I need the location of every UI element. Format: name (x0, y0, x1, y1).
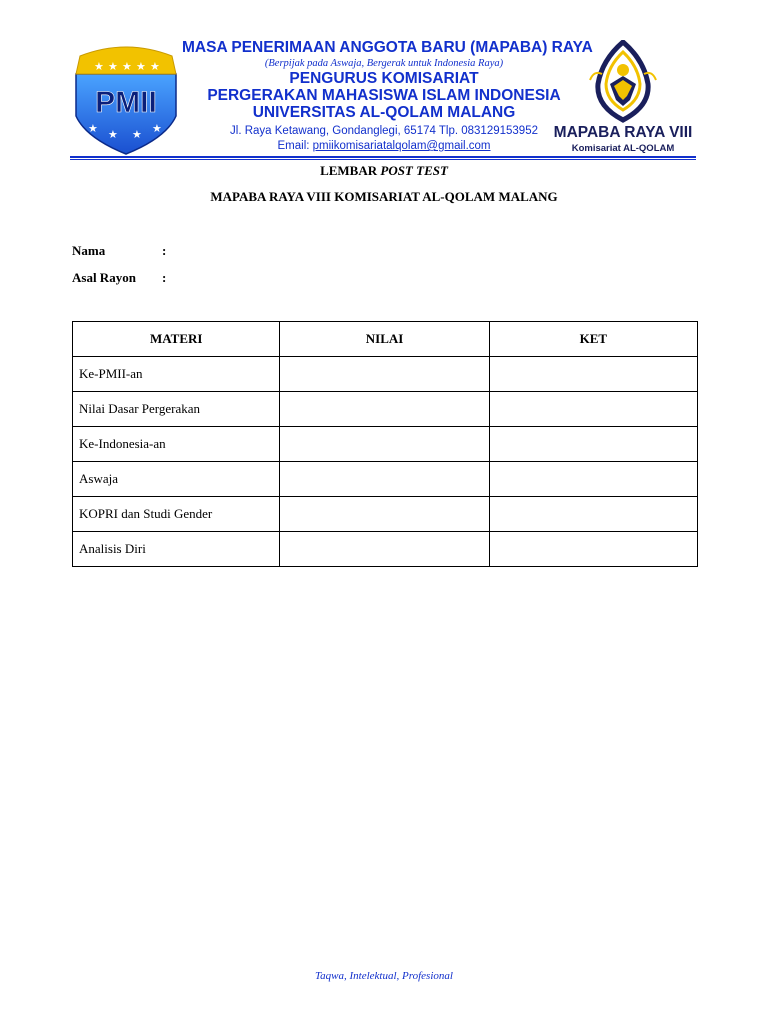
svg-text:★: ★ (108, 128, 118, 141)
title-italic: POST TEST (380, 163, 448, 178)
mapaba-logo-subtitle: Komisariat AL-QOLAM (571, 143, 675, 154)
svg-text:★: ★ (136, 60, 146, 73)
cell-nilai[interactable] (280, 357, 489, 392)
table-header-row (73, 322, 698, 357)
score-table (72, 321, 698, 567)
table-row (73, 497, 698, 532)
cell-ket[interactable] (489, 532, 697, 567)
cell-ket[interactable] (489, 392, 697, 427)
letterhead-divider-thin (70, 159, 696, 160)
letterhead-org-1: PENGURUS KOMISARIAT (289, 70, 479, 87)
field-colon: : (162, 243, 167, 258)
cell-nilai[interactable] (280, 532, 489, 567)
table-row (73, 462, 698, 497)
letterhead-text (182, 38, 593, 153)
cell-nilai[interactable] (280, 427, 489, 462)
cell-nilai[interactable] (280, 392, 489, 427)
pmii-logo (72, 38, 180, 156)
cell-materi: Ke-Indonesia-an (73, 427, 280, 462)
field-nama[interactable] (72, 243, 166, 259)
svg-text:★: ★ (150, 60, 160, 73)
letterhead-org-3: UNIVERSITAS AL-QOLAM MALANG (252, 104, 516, 121)
email-label: Email: (277, 140, 313, 152)
cell-ket[interactable] (489, 497, 697, 532)
table-row (73, 357, 698, 392)
page-title (0, 163, 768, 179)
letterhead-email (182, 139, 586, 153)
table-row (73, 427, 698, 462)
letterhead-title: MASA PENERIMAAN ANGGOTA BARU (MAPABA) RAYA (182, 39, 593, 56)
mapaba-logo-title: MAPABA RAYA VIII (553, 124, 693, 141)
cell-materi: Aswaja (73, 462, 280, 497)
pmii-logo-text: PMII (95, 86, 157, 119)
field-label: Nama (72, 243, 106, 258)
cell-materi: Ke-PMII-an (73, 357, 280, 392)
cell-nilai[interactable] (280, 497, 489, 532)
field-asal-rayon[interactable] (72, 270, 166, 286)
table-row (73, 392, 698, 427)
svg-text:★: ★ (122, 60, 132, 73)
table-row (73, 532, 698, 567)
cell-materi: Analisis Diri (73, 532, 280, 567)
mapaba-emblem-icon (550, 40, 696, 124)
letterhead-divider (70, 156, 696, 158)
cell-nilai[interactable] (280, 462, 489, 497)
svg-text:★: ★ (108, 60, 118, 73)
svg-text:★: ★ (132, 128, 142, 141)
page-subtitle: MAPABA RAYA VIII KOMISARIAT AL-QOLAM MALANG (210, 189, 558, 204)
cell-materi: KOPRI dan Studi Gender (73, 497, 280, 532)
header-ket: KET (489, 322, 697, 357)
header-materi: MATERI (73, 322, 280, 357)
field-colon: : (162, 270, 167, 285)
letterhead-motto: (Berpijak pada Aswaja, Bergerak untuk Indonesia Raya) (264, 58, 504, 69)
title-prefix: LEMBAR (320, 163, 381, 178)
cell-ket[interactable] (489, 357, 697, 392)
mapaba-logo (550, 40, 696, 158)
svg-text:★: ★ (94, 60, 104, 73)
svg-text:★: ★ (88, 122, 98, 135)
page-footer: Taqwa, Intelektual, Profesional (315, 970, 453, 982)
letterhead-address: Jl. Raya Ketawang, Gondanglegi, 65174 Tlp. 083129153952 (230, 125, 538, 137)
cell-ket[interactable] (489, 462, 697, 497)
cell-materi: Nilai Dasar Pergerakan (73, 392, 280, 427)
email-link[interactable]: pmiikomisariatalqolam@gmail.com (312, 140, 491, 152)
header-nilai: NILAI (280, 322, 489, 357)
field-label: Asal Rayon (72, 270, 136, 285)
svg-text:★: ★ (152, 122, 162, 135)
letterhead-org-2: PERGERAKAN MAHASISWA ISLAM INDONESIA (207, 87, 561, 104)
cell-ket[interactable] (489, 427, 697, 462)
